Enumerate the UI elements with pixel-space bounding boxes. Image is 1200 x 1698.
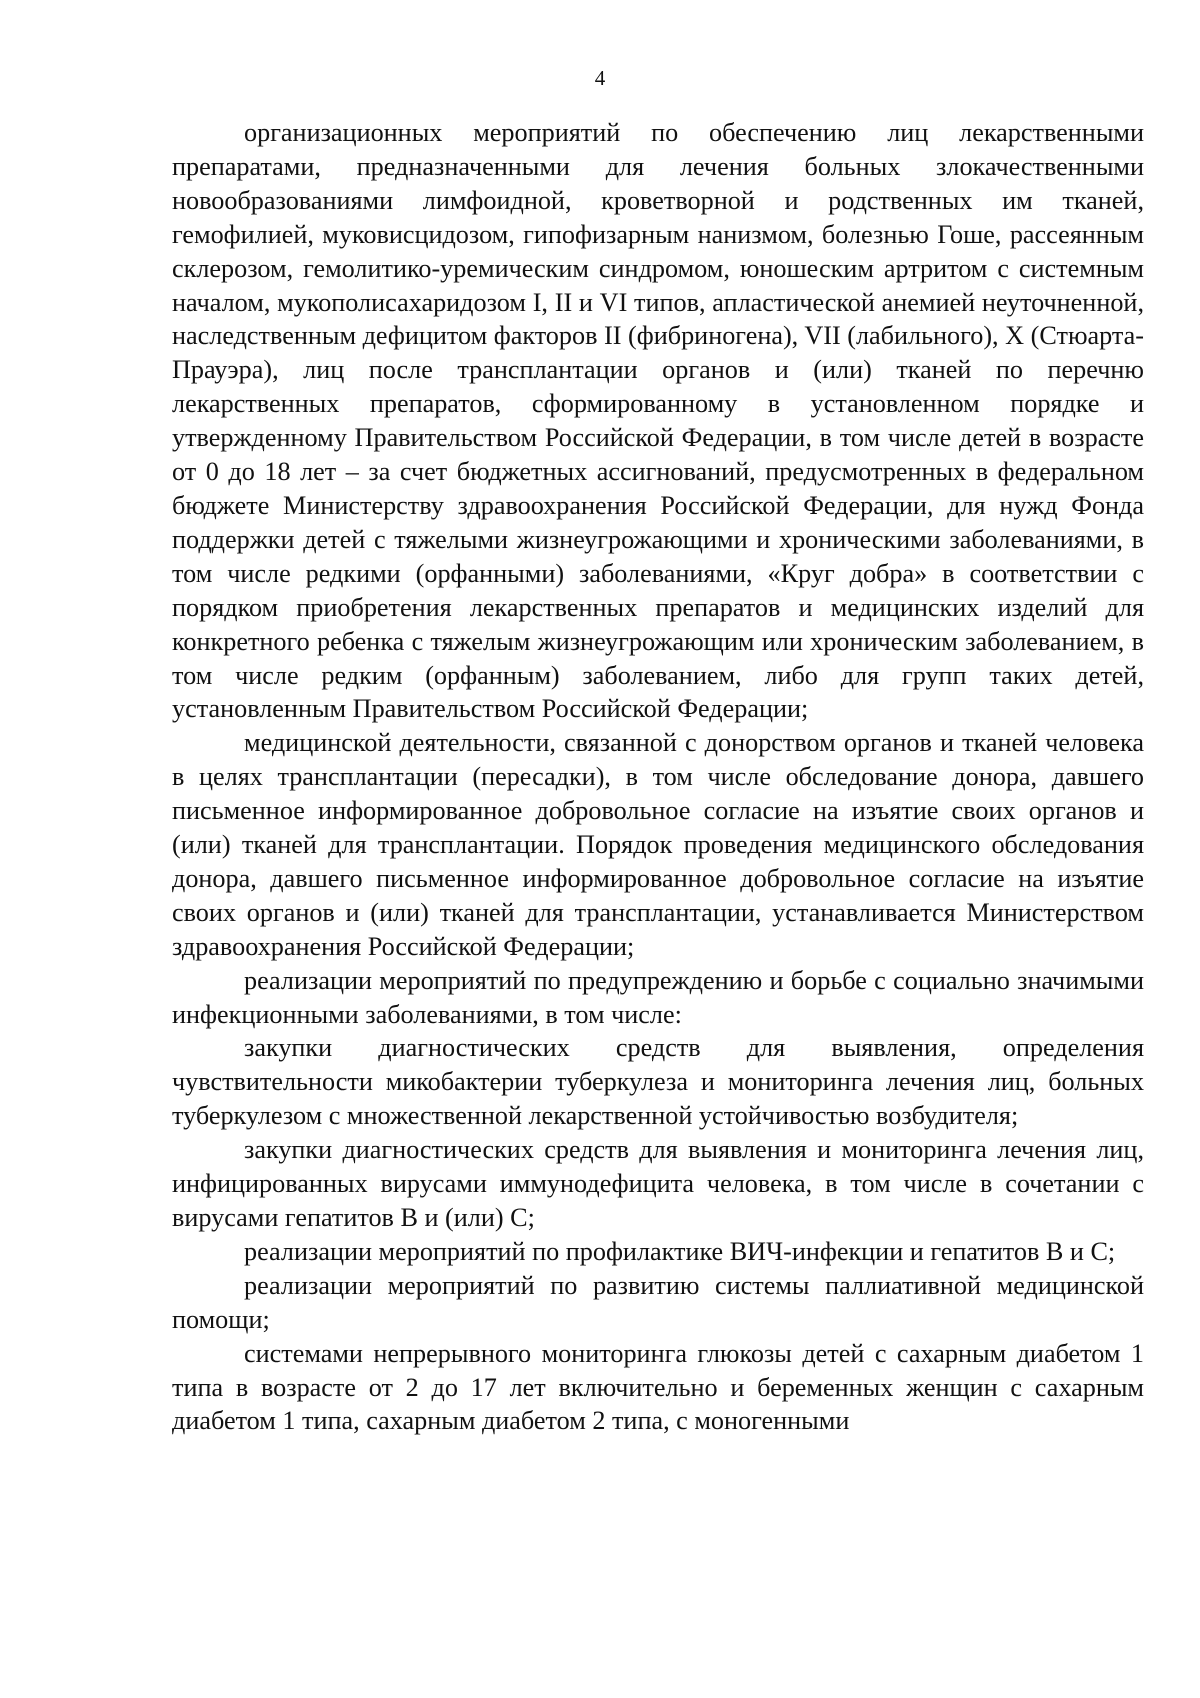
paragraph-glucose-monitoring: системами непрерывного мониторинга глюкозы детей с сахарным диабетом 1 типа в возрасте от 2 до 17 лет включительно и беременных женщин с сахарным диабетом 1 типа, сахарным диабетом 2 типа, с моногенными: [172, 1338, 1144, 1436]
paragraph-infectious-diseases: реализации мероприятий по предупреждению и борьбе с социально значимыми инфекционными заболеваниями, в том числе:: [172, 965, 1144, 1029]
page-number: 4: [594, 66, 606, 90]
paragraph-tuberculosis-diagnostics: закупки диагностических средств для выявления, определения чувствительности микобактерии туберкулеза и мониторинга лечения лиц, больных туберкулезом с множественной лекарственной устойчивостью возбудителя;: [172, 1033, 1144, 1131]
document-body: [172, 116, 1144, 1438]
paragraph-organ-donation: медицинской деятельности, связанной с донорством органов и тканей человека в целях трансплантации (пересадки), в том числе обследование донора, давшего письменное информированное добровольное согласие на изъятие своих органов и (или) тканей для трансплантации. Порядок проведения медицинского обследования донора, давшего письменное информированное добровольное согласие на изъятие своих органов и (или) тканей для трансплантации, устанавливается Министерством здравоохранения Российской Федерации;: [172, 728, 1144, 961]
paragraph-hiv-prevention: реализации мероприятий по профилактике ВИЧ-инфекции и гепатитов B и C;: [244, 1236, 1116, 1266]
paragraph-medication-provision: организационных мероприятий по обеспечению лиц лекарственными препаратами, предназначенными для лечения больных злокачественными новообразованиями лимфоидной, кроветворной и родственных им тканей, гемофилией, муковисцидозом, гипофизарным нанизмом, болезнью Гоше, рассеянным склерозом, гемолитико-уремическим синдромом, юношеским артритом с системным началом, мукополисахаридозом I, II и VI типов, апластической анемией неуточненной, наследственным дефицитом факторов II (фибриногена), VII (лабильного), X (Стюарта-Прауэра), лиц после трансплантации органов и (или) тканей по перечню лекарственных препаратов, сформированному в установленном порядке и утвержденному Правительством Российской Федерации, в том числе детей в возрасте от 0 до 18 лет – за счет бюджетных ассигнований, предусмотренных в федеральном бюджете Министерству здравоохранения Российской Федерации, для нужд Фонда поддержки детей с тяжелыми жизнеугрожающими и хроническими заболеваниями, в том числе редкими (орфанными) заболеваниями, «Круг добра» в соответствии с порядком приобретения лекарственных препаратов и медицинских изделий для конкретного ребенка с тяжелым жизнеугрожающим или хроническим заболеванием, в том числе редким (орфанным) заболеванием, либо для групп таких детей, установленным Правительством Российской Федерации;: [172, 118, 1144, 724]
paragraph-palliative-care: реализации мероприятий по развитию системы паллиативной медицинской помощи;: [172, 1270, 1144, 1334]
paragraph-hiv-diagnostics: закупки диагностических средств для выявления и мониторинга лечения лиц, инфицированных вирусами иммунодефицита человека, в том числе в сочетании с вирусами гепатитов B и (или) C;: [172, 1135, 1144, 1232]
